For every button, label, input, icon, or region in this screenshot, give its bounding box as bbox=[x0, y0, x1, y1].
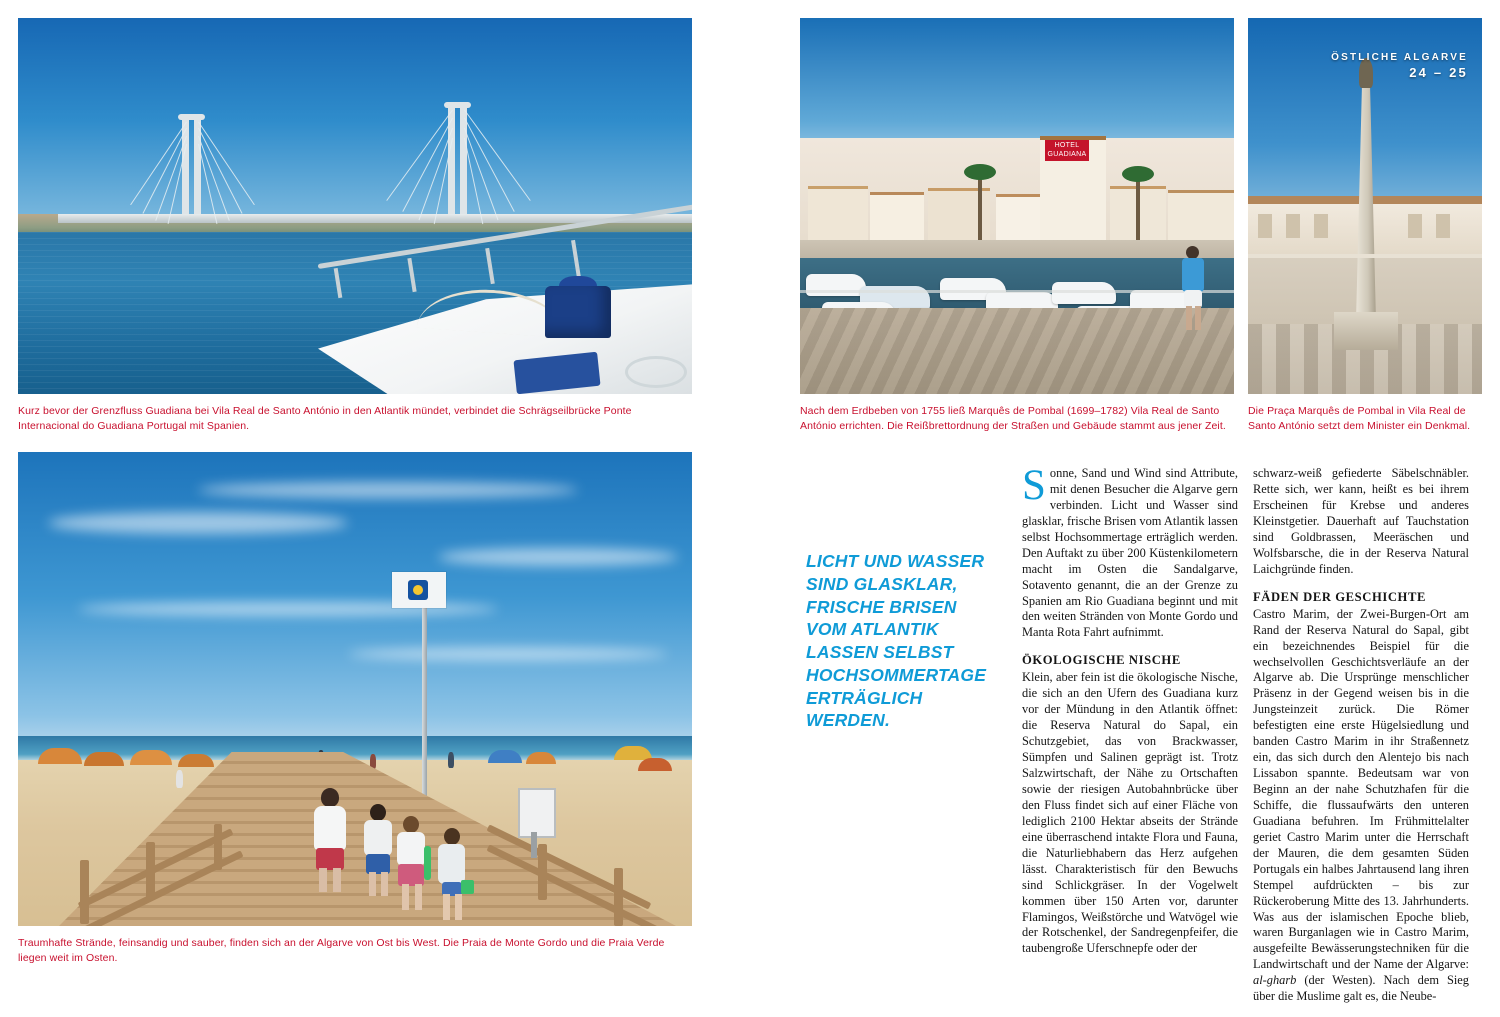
folio-pages: 24 – 25 bbox=[1409, 65, 1468, 80]
pontoon bbox=[800, 290, 1234, 293]
promenade-pavement bbox=[800, 308, 1234, 394]
subhead-faeden-der-geschichte: FÄDEN DER GESCHICHTE bbox=[1253, 589, 1426, 604]
caption-marina: Nach dem Erdbeben von 1755 ließ Marquês de Pombal (1699–1782) Vila Real de Santo António errichten. Die Reißbrettordnung der Straßen und Gebäude stammt aus jener Zeit. bbox=[800, 405, 1226, 432]
subhead-oekologische-nische: ÖKOLOGISCHE NISCHE bbox=[1022, 653, 1181, 668]
person-at-railing bbox=[1182, 246, 1204, 330]
photo-monte-gordo-beach bbox=[18, 452, 692, 926]
intro-paragraph bbox=[1022, 462, 1238, 641]
paragraph-2-part-b: (der Westen). Nach dem Sieg über die Muslime galt es, die Neube- bbox=[1253, 973, 1469, 1004]
photo-vila-real-marina bbox=[800, 18, 1234, 394]
paragraph-2-part-a: Castro Marim, der Zwei-Burgen-Ort am Rand der Reserva Natural do Sapal, gibt ein bezeichnendes Beispiel für die wechselvollen Geschichtsverläufe an der Algarve ab. Die Ursprünge menschlicher Präsenz in der Gegend weisen bis in die Jungsteinzeit zurück. Die Römer befestigten eine erste Hügelsiedlung und banden Castro Marim in ihr Straßennetz ein, das sich durch den Alentejo bis nach Lissabon spannte. Bedeutsam war von Beginn an der nahe Schutzhafen für die Schiffe, die flussaufwärts den unteren Guadiana befuhren. Im Frühmittelalter geriet Castro Marim unter die Herrschaft der Mauren, die dem gesamten Süden Portugals ein halbes Jahrtausend lang ihren Stempel aufdrückten – bis zur Rückeroberung Mitte des 13. Jahrhunderts. Was aus der islamischen Epoche blieb, waren Burganlagen wie in Castro Marim, ausgefeilte Bewässerungstechniken für die Landwirtschaft und der Name der Algarve: bbox=[1253, 606, 1469, 972]
caption-obelisk: Die Praça Marquês de Pombal in Vila Real de Santo António setzt dem Minister ein Denkmal. bbox=[1248, 405, 1471, 432]
caption-bridge: Kurz bevor der Grenzfluss Guadiana bei Vila Real de Santo António in den Atlantik mündet, verbindet die Schrägseilbrücke Ponte Internacional do Guadiana Portugal mit Spanien. bbox=[18, 405, 632, 432]
parasol bbox=[526, 752, 556, 764]
railing-post bbox=[214, 824, 222, 870]
photo-praca-marques-de-pombal bbox=[1248, 18, 1482, 394]
window bbox=[1436, 214, 1450, 238]
parasol bbox=[178, 754, 214, 767]
person-child bbox=[394, 816, 428, 910]
folio bbox=[1331, 52, 1468, 80]
window bbox=[1258, 214, 1272, 238]
parasol bbox=[38, 748, 82, 764]
cloud bbox=[348, 648, 668, 660]
railing-post bbox=[80, 860, 89, 924]
palm-trunk bbox=[978, 176, 982, 240]
paragraph-2 bbox=[1253, 607, 1469, 1005]
building bbox=[808, 186, 868, 247]
anchor-winch bbox=[545, 286, 611, 338]
body-column-1 bbox=[1022, 462, 1238, 966]
parasol bbox=[638, 758, 672, 771]
bridge-pylon-right-cap bbox=[444, 102, 471, 108]
sky bbox=[18, 18, 692, 223]
sign-post bbox=[531, 832, 537, 858]
parasol bbox=[488, 750, 522, 763]
railing-post bbox=[146, 842, 155, 900]
person-toddler bbox=[436, 828, 468, 920]
beach-flag bbox=[392, 572, 446, 608]
pull-quote: LICHT UND WASSER SIND GLASKLAR, FRISCHE BRISEN VOM ATLANTIK LASSEN SELBST HOCHSOMMERTAGE ERTRÄGLICH WERDEN. bbox=[806, 551, 987, 731]
person-adult bbox=[310, 788, 350, 892]
paragraph-1-continued: schwarz-weiß gefiederte Säbelschnäbler. Rette sich, wer kann, heißt es bei ihrem Erscheinen für Krebse und anderes Kleinstgetier. Dauerhaft auf Tauchstation sind Goldbrassen, Meeräschen und Wolfsbarsche, die in der Reserva Natural Laichgründe finden. bbox=[1253, 466, 1469, 576]
drop-cap: S bbox=[1022, 462, 1046, 509]
deck-cleat bbox=[625, 356, 687, 388]
railing-post bbox=[538, 844, 547, 900]
paragraph-1: Klein, aber fein ist die ökologische Nische, die sich an den Ufern des Guadiana kurz vor der Mündung in den Atlantik öffnet: die Reserva Natural do Sapal, ein Schutzgebiet, das von Brackwasser, Sümpfen und Salinen geprägt ist. Trotz Salzwirtschaft, der Nähe zu Ortschaften sowie der riesigen Autobahnbrücke über den Fluss findet sich auf einer Fläche von lediglich 2100 Hektar abseits der Strände eine überraschend intakte Flora und Fauna, die Naturliebhabern das Herz aufgehen lässt. Charakteristisch für den Bewuchs sind Schlickgräser. In der Vogelwelt kommen über 150 Arten vor, darunter Flamingos, Weißstörche und Watvögel wie der Rotschenkel, der Sandregenpfeifer, die taubengroße Uferschnepfe oder der bbox=[1022, 670, 1238, 956]
cloud bbox=[48, 512, 348, 534]
palm-trunk bbox=[1136, 178, 1140, 240]
parasol bbox=[130, 750, 172, 765]
parasol bbox=[84, 752, 124, 766]
window bbox=[1408, 214, 1422, 238]
building bbox=[1168, 190, 1234, 247]
folio-section: ÖSTLICHE ALGARVE bbox=[1331, 52, 1468, 63]
beach-goer bbox=[176, 770, 183, 788]
caption-beach: Traumhafte Strände, feinsandig und sauber, finden sich an der Algarve von Ost bis West. Die Praia de Monte Gordo und die Praia Verde liegen weit im Osten. bbox=[18, 937, 665, 964]
kerb bbox=[1248, 254, 1482, 258]
hotel-sign: HOTEL GUADIANA bbox=[1045, 140, 1089, 161]
body-column-2 bbox=[1253, 466, 1469, 1004]
palm-crown bbox=[1122, 166, 1154, 182]
beach-goer bbox=[448, 752, 454, 768]
palm-crown bbox=[964, 164, 996, 180]
bridge-pylon-left-cap bbox=[178, 114, 205, 120]
building bbox=[870, 192, 924, 247]
person-child bbox=[361, 804, 395, 896]
window bbox=[1314, 214, 1328, 238]
photo-guadiana-bridge bbox=[18, 18, 692, 394]
railing-post bbox=[614, 868, 623, 926]
beach-info-sign bbox=[518, 788, 556, 838]
cloud bbox=[438, 548, 678, 566]
boat bbox=[1052, 282, 1116, 304]
obelisk-pedestal bbox=[1334, 312, 1398, 350]
cloud bbox=[198, 482, 578, 498]
window bbox=[1286, 214, 1300, 238]
intro-text: onne, Sand und Wind sind Attribute, mit denen Besucher die Algarve gern verbinden. Licht und Wasser sind glasklar, frische Brisen vom Atlantik lassen selbst Hochsommertage erträglich werden. Den Auftakt zu über 200 Küstenkilometern macht im Osten die Sandalgarve, Sotavento genannt, die an der Grenze zu Spanien am Rio Guadiana beginnt und mit den weiten Stränden von Monte Gordo und Manta Rota Fahrt aufnimmt. bbox=[1022, 466, 1238, 640]
foreign-term: al-gharb bbox=[1253, 973, 1297, 988]
